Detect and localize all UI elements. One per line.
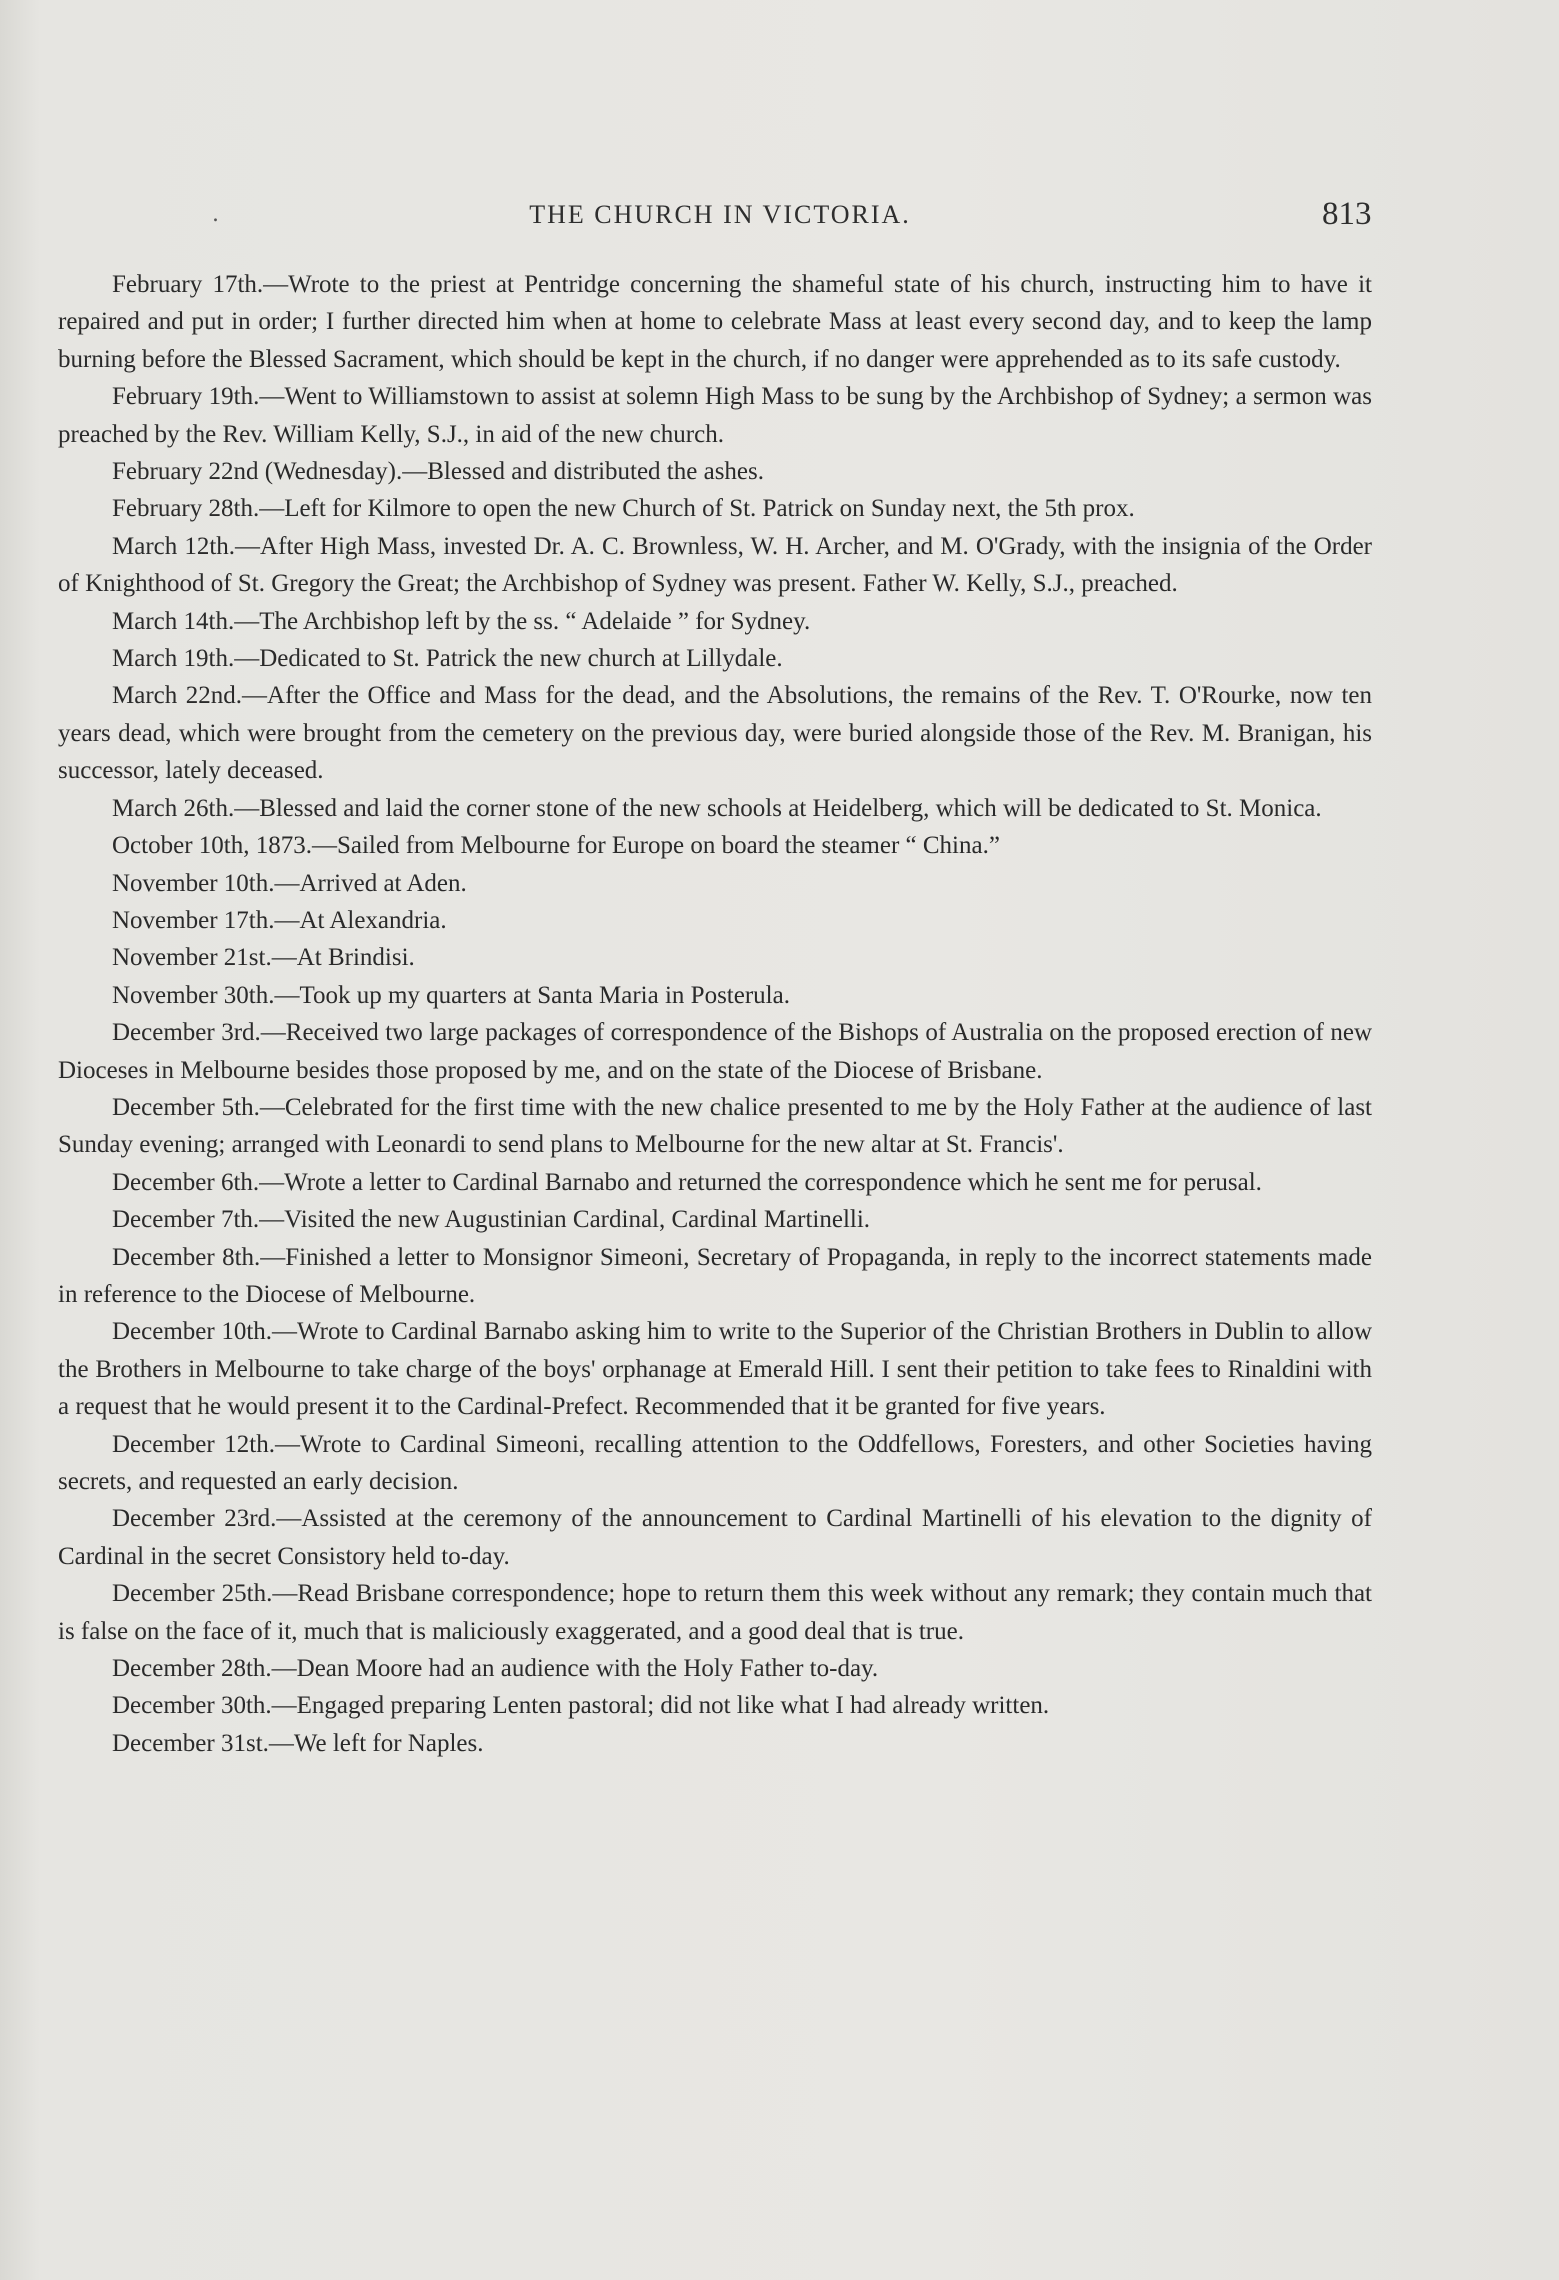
diary-entry: December 12th.—Wrote to Cardinal Simeoni, recalling attention to the Oddfellows, Foresters, and other Societies having secrets, and requested an early decision. [58, 1430, 1372, 1495]
diary-entry: November 10th.—Arrived at Aden. [112, 869, 467, 897]
diary-entry: February 28th.—Left for Kilmore to open the new Church of St. Patrick on Sunday next, the 5th prox. [112, 495, 1135, 523]
diary-entry: February 17th.—Wrote to the priest at Pentridge concerning the shameful state of his church, instructing him to have it repaired and put in order; I further directed him when at home to celebrate Mass at least every second day, and to keep the lamp burning before the Blessed Sacrament, which should be kept in the church, if no danger were apprehended as to its safe custody. [58, 271, 1372, 373]
diary-entry: October 10th, 1873.—Sailed from Melbourne for Europe on board the steamer “ China.” [112, 832, 1000, 860]
diary-entry: December 3rd.—Received two large packages of correspondence of the Bishops of Australia on the proposed erection of new Dioceses in Melbourne besides those proposed by me, and on the state of the Diocese of Brisbane. [58, 1019, 1372, 1084]
diary-entry: December 25th.—Read Brisbane correspondence; hope to return them this week without any remark; they contain much that is false on the face of it, much that is maliciously exaggerated, and a good deal that is true. [58, 1580, 1372, 1645]
diary-entry: December 31st.—We left for Naples. [112, 1729, 484, 1757]
running-title: THE CHURCH IN VICTORIA. [529, 200, 911, 229]
diary-entry: December 23rd.—Assisted at the ceremony of the announcement to Cardinal Martinelli of his elevation to the dignity of Cardinal in the secret Consistory held to-day. [58, 1505, 1372, 1570]
diary-entry: November 30th.—Took up my quarters at Santa Maria in Posterula. [112, 981, 790, 1009]
diary-entry: December 28th.—Dean Moore had an audience with the Holy Father to-day. [112, 1655, 879, 1683]
diary-entry: December 8th.—Finished a letter to Monsignor Simeoni, Secretary of Propaganda, in reply to the incorrect statements made in reference to the Diocese of Melbourne. [58, 1243, 1372, 1308]
diary-entry: February 22nd (Wednesday).—Blessed and distributed the ashes. [112, 458, 765, 486]
diary-entry: March 19th.—Dedicated to St. Patrick the new church at Lillydale. [112, 645, 783, 673]
diary-entry: December 10th.—Wrote to Cardinal Barnabo asking him to write to the Superior of the Christian Brothers in Dublin to allow the Brothers in Melbourne to take charge of the boys' orphanage at Emerald Hill. I sent their petition to take fees to Rinaldini with a request that he would present it to the Cardinal-Prefect. Recommended that it be granted for five years. [58, 1318, 1372, 1421]
diary-entry: November 17th.—At Alexandria. [112, 906, 447, 934]
diary-entry: March 26th.—Blessed and laid the corner stone of the new schools at Heidelberg, which will be dedicated to St. Monica. [112, 794, 1322, 822]
diary-entries [58, 266, 1372, 1762]
page-header [0, 196, 1559, 236]
diary-entry: December 5th.—Celebrated for the first time with the new chalice presented to me by the Holy Father at the audience of last Sunday evening; arranged with Leonardi to send plans to Melbourne for the new altar at St. Francis'. [58, 1093, 1372, 1159]
page-number: 813 [1322, 196, 1372, 232]
header-dot: . [212, 202, 219, 227]
diary-entry: February 19th.—Went to Williamstown to assist at solemn High Mass to be sung by the Archbishop of Sydney; a sermon was preached by the Rev. William Kelly, S.J., in aid of the new church. [58, 383, 1372, 448]
diary-entry: November 21st.—At Brindisi. [112, 944, 415, 972]
diary-entry: March 22nd.—After the Office and Mass for the dead, and the Absolutions, the remains of the Rev. T. O'Rourke, now ten years dead, which were brought from the cemetery on the previous day, were buried alongside those of the Rev. M. Branigan, his successor, lately deceased. [58, 682, 1372, 785]
diary-entry: December 6th.—Wrote a letter to Cardinal Barnabo and returned the correspondence which he sent me for perusal. [112, 1168, 1262, 1196]
diary-entry: March 12th.—After High Mass, invested Dr. A. C. Brownless, W. H. Archer, and M. O'Grady, with the insignia of the Order of Knighthood of St. Gregory the Great; the Archbishop of Sydney was present. Father W. Kelly, S.J., preached. [58, 532, 1372, 598]
diary-entry: December 30th.—Engaged preparing Lenten pastoral; did not like what I had already written. [112, 1692, 1050, 1720]
diary-entry: March 14th.—The Archbishop left by the ss. “ Adelaide ” for Sydney. [112, 607, 811, 635]
diary-entry: December 7th.—Visited the new Augustinian Cardinal, Cardinal Martinelli. [112, 1206, 871, 1234]
